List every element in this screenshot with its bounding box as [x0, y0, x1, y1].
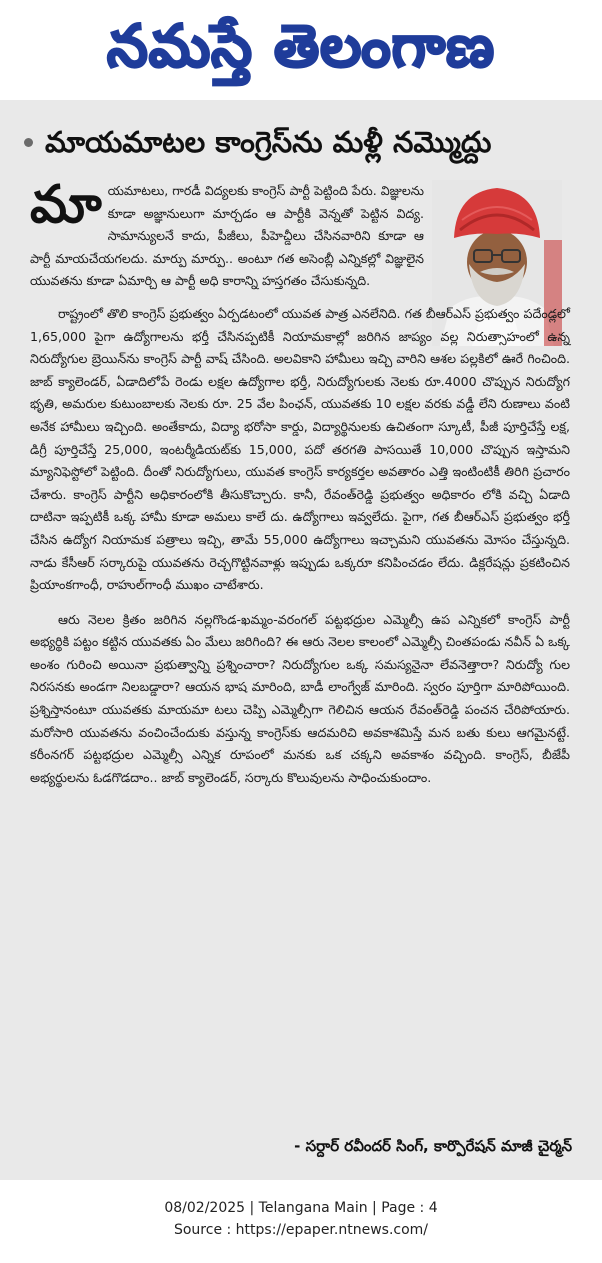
- headline-row: [24, 122, 594, 162]
- lead-text: యమాటలు, గారడీ విద్యలకు కాంగ్రెస్ పార్టీ పెట్టింది పేరు. విజ్ఞులను కూడా అజ్ఞానులుగా మార్చడం ఆ పార్టీకి వెన్నతో పెట్టిన విద్య. సామాన్యులనే కాదు, పీజీలు, పీహెచ్డీలు చేసినవారిని కూడా ఆ పార్టీ మాయచేయగలదు. మార్పు మార్పు.. అంటూ గత అసెంబ్లీ ఎన్నికల్లో విజ్ఞులైన యువతను కూడా ఏమార్చి ఆ పార్టీ అధి కారాన్ని హస్తగతం చేసుకున్నది.: [30, 183, 424, 289]
- article-byline: - సర్దార్ రవీందర్ సింగ్, కార్పొరేషన్ మాజీ చైర్మన్: [294, 1137, 572, 1155]
- bullet-icon: [24, 138, 33, 147]
- lead-paragraph: [30, 175, 424, 293]
- edition-info: 08/02/2025 | Telangana Main | Page : 4: [164, 1200, 438, 1216]
- source-link[interactable]: Source : https://epaper.ntnews.com/: [173, 1222, 429, 1238]
- article-body: [30, 175, 570, 789]
- paragraph-3: ఆరు నెలల క్రితం జరిగిన నల్లగొండ-ఖమ్మం-వరంగల్ పట్టభద్రుల ఎమ్మెల్సీ ఉప ఎన్నికలో కాంగ్రెస్ పార్టీ అభ్యర్థికి పట్టం కట్టిన యువతకు ఏం మేలు జరిగింది? ఈ ఆరు నెలల కాలంలో ఎమ్మెల్సీ చింతపండు నవీన్ ఏ ఒక్క అంశం గురించి అయినా ప్రభుత్వాన్ని ప్రశ్నించారా? నిరుద్యోగుల ఒక్క సమస్యనైనా లేవనెత్తారా? నిరుద్యో గుల నిరసనకు అండగా నిలబడ్డారా? ఆయన భాష మారింది, బాడీ లాంగ్వేజ్ మారింది. స్వరం పూర్తిగా మారిపోయింది. ప్రశ్నిస్తానంటూ యువతకు మాయమా టలు చెప్పి ఎమ్మెల్సీగా గెలిచిన ఆయన రేవంత్‌రెడ్డి పంచన చేరిపోయారు. మరోసారి యువతను వంచించేందుకు వస్తున్న కాంగ్రెస్‌కు ఆదమరిచి అవకాశమిస్తే మన బతు కులు ఆగమైనట్టే. కరీంనగర్ పట్టభద్రుల ఎమ్మెల్సీ ఎన్నిక రూపంలో మనకు ఒక చక్కని అవకాశం వచ్చింది. కాంగ్రెస్, బీజేపీ అభ్యర్థులను ఓడగొడదాం.. జాబ్ క్యాలెండర్, సర్కారు కొలువులను సాధించుకుందాం.: [30, 611, 570, 785]
- article-clipping: [0, 100, 602, 1180]
- drop-cap: మా: [30, 175, 102, 235]
- newspaper-logo: నమస్తే తెలంగాణ: [107, 12, 495, 80]
- masthead: [0, 0, 602, 100]
- article-headline: మాయమాటల కాంగ్రెస్‌ను మళ్లీ నమ్మొద్దు: [45, 125, 492, 159]
- paragraph-2: రాష్ట్రంలో తొలి కాంగ్రెస్ ప్రభుత్వం ఏర్పడటంలో యువత పాత్ర ఎనలేనిది. గత బీఆర్‌ఎస్ ప్రభుత్వం పదేండ్లలో 1,65,000 పైగా ఉద్యోగాలను భర్తీ చేసినప్పటికీ నియామకాల్లో జరిగిన జాప్యం వల్ల నిరుత్సాహంలో ఉన్న నిరుద్యోగుల బ్రెయిన్‌ను కాంగ్రెస్ పార్టీ వాష్ చేసింది. అలవికాని హామీలు ఇచ్చి వారిని ఆశల పల్లకిలో ఊరే గించింది. జాబ్ క్యాలెండర్, ఏడాదిలోపే రెండు లక్షల ఉద్యోగాల భర్తీ, నిరుద్యోగులకు నెలకు రూ.4000 చొప్పున నిరుద్యోగ భృతి, అమరుల కుటుంబాలకు నెలకు రూ. 25 వేల పింఛన్, యువతకు 10 లక్షల వరకు వడ్డీ లేని రుణాలు వంటి అనేక హామీలు ఇచ్చింది. అంతేకాదు, విద్యా భరోసా కార్డు, విద్యార్థినులకు ఉచితంగా స్కూటీ, పీజీ పూర్తిచేస్తే లక్ష, డిగ్రీ పూర్తిచేస్తే 25,000, ఇంటర్మీడియట్‌కు 15,000, పదో తరగతి పాసయితే 10,000 చొప్పున ఇస్తామని మ్యానిఫెస్టోలో పెట్టింది. దీంతో నిరుద్యోగులు, యువత కాంగ్రెస్ కార్యకర్తల అవతారం ఎత్తి ఇంటింటికీ తిరిగి ప్రచారం చేశారు. కాంగ్రెస్ పార్టీని అధికారంలోకి తీసుకొచ్చారు. కానీ, రేవంత్‌రెడ్డి ప్రభుత్వం అధికారం లోకి వచ్చి ఏడాది దాటినా ఇప్పటికీ ఒక్క హామీ కూడా అమలు కాలే దు. ఉద్యోగాలు ఇవ్వలేదు. పైగా, గత బీఆర్‌ఎస్ ప్రభుత్వం భర్తీ చేసిన ఉద్యోగ నియామక పత్రాలు ఇచ్చి, తామే 55,000 ఉద్యోగాలు ఇచ్చామని యువతను మోసం చేస్తున్నది. నాడు కేసీఆర్ సర్కారుపై యువతను రెచ్చగొట్టినవాళ్లు ఇప్పుడు ఒక్కరూ కనిపించడం లేదు. డిక్లరేషన్లు ప్రకటించిన ప్రియాంకగాంధీ, రాహుల్‌గాంధీ ముఖం చాటేశారు.: [30, 305, 570, 593]
- page-footer: [0, 1180, 602, 1263]
